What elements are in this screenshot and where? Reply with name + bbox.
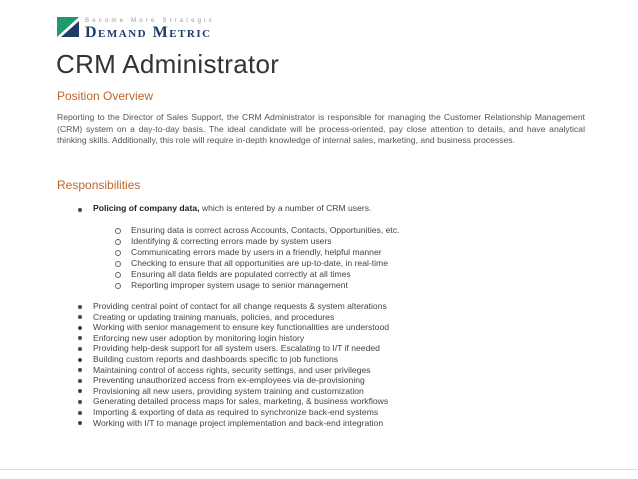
responsibility-item: Enforcing new user adoption by monitoring login history: [93, 332, 305, 343]
bullet-icon: [78, 389, 82, 393]
sub-responsibility-item: Communicating errors made by users in a friendly, helpful manner: [131, 247, 382, 257]
hollow-bullet-icon: [115, 283, 121, 289]
demand-metric-logo-icon: [57, 17, 79, 37]
responsibility-item: Working with I/T to manage project implementation and back-end integration: [93, 417, 384, 428]
sub-responsibility-item: Ensuring all data fields are populated correctly at all times: [131, 269, 351, 279]
page-title: CRM Administrator: [56, 49, 280, 79]
bullet-icon: [78, 315, 82, 319]
bullet-icon: [78, 411, 82, 415]
logo-tagline: Become More Strategic: [85, 18, 215, 24]
bullet-icon: [78, 368, 82, 372]
hollow-bullet-icon: [115, 261, 121, 267]
bullet-icon: [78, 421, 82, 425]
company-logo: [57, 17, 215, 39]
bullet-icon: [78, 305, 82, 309]
sub-responsibility-item: Ensuring data is correct across Accounts, Contacts, Opportunities, etc.: [131, 225, 400, 235]
bullet-icon: [78, 400, 82, 404]
hollow-bullet-icon: [115, 239, 121, 245]
responsibility-item: Providing help-desk support for all system users. Escalating to I/T if needed: [93, 343, 380, 354]
logo-text: [85, 17, 215, 40]
responsibility-item: Maintaining control of access rights, security settings, and user privileges: [93, 364, 371, 375]
hollow-bullet-icon: [115, 250, 121, 256]
responsibility-item: Importing & exporting of data as required to synchronize back-end systems: [93, 407, 379, 417]
bullet-icon: [78, 208, 82, 212]
bullet-icon: [78, 379, 82, 383]
sub-responsibility-item: Checking to ensure that all opportunities are up-to-date, in real-time: [131, 258, 388, 268]
position-overview-text: Reporting to the Director of Sales Support, the CRM Administrator is responsible for managing the Customer Relationship Management (CRM) system on a day-to-day basis. The ideal candidate will be process-oriented, pay close attention to details, and have analytical thinking skills. Additionally, this role will require in-depth knowledge of internal sales, marketing, and business processes.: [57, 112, 585, 146]
position-overview-heading: Position Overview: [57, 89, 154, 103]
lead-responsibility: [93, 203, 371, 214]
responsibility-item: Preventing unauthorized access from ex-employees via de-provisioning: [93, 375, 365, 386]
responsibility-item: Providing central point of contact for all change requests & system alterations: [93, 301, 387, 311]
bullet-icon: [78, 358, 82, 362]
lead-responsibility-rest: which is entered by a number of CRM users.: [199, 203, 372, 213]
responsibility-item: Provisioning all new users, providing system training and customization: [93, 385, 364, 396]
responsibility-item: Building custom reports and dashboards specific to job functions: [93, 354, 339, 364]
logo-brand-name: Demand Metric: [85, 24, 212, 41]
bullet-icon: [78, 326, 82, 330]
page-divider: [0, 469, 638, 470]
responsibilities-heading: Responsibilities: [57, 178, 141, 192]
responsibility-item: Working with senior management to ensure key functionalities are understood: [93, 322, 390, 333]
responsibility-item: Generating detailed process maps for sales, marketing, & business workflows: [93, 396, 389, 407]
hollow-bullet-icon: [115, 272, 121, 278]
lead-responsibility-bold: Policing of company data,: [93, 203, 200, 213]
sub-responsibility-item: Reporting improper system usage to senior management: [131, 280, 348, 290]
bullet-icon: [78, 336, 82, 340]
sub-responsibility-item: Identifying & correcting errors made by system users: [131, 236, 332, 246]
responsibility-item: Creating or updating training manuals, policies, and procedures: [93, 311, 335, 322]
bullet-icon: [78, 347, 82, 351]
hollow-bullet-icon: [115, 228, 121, 234]
